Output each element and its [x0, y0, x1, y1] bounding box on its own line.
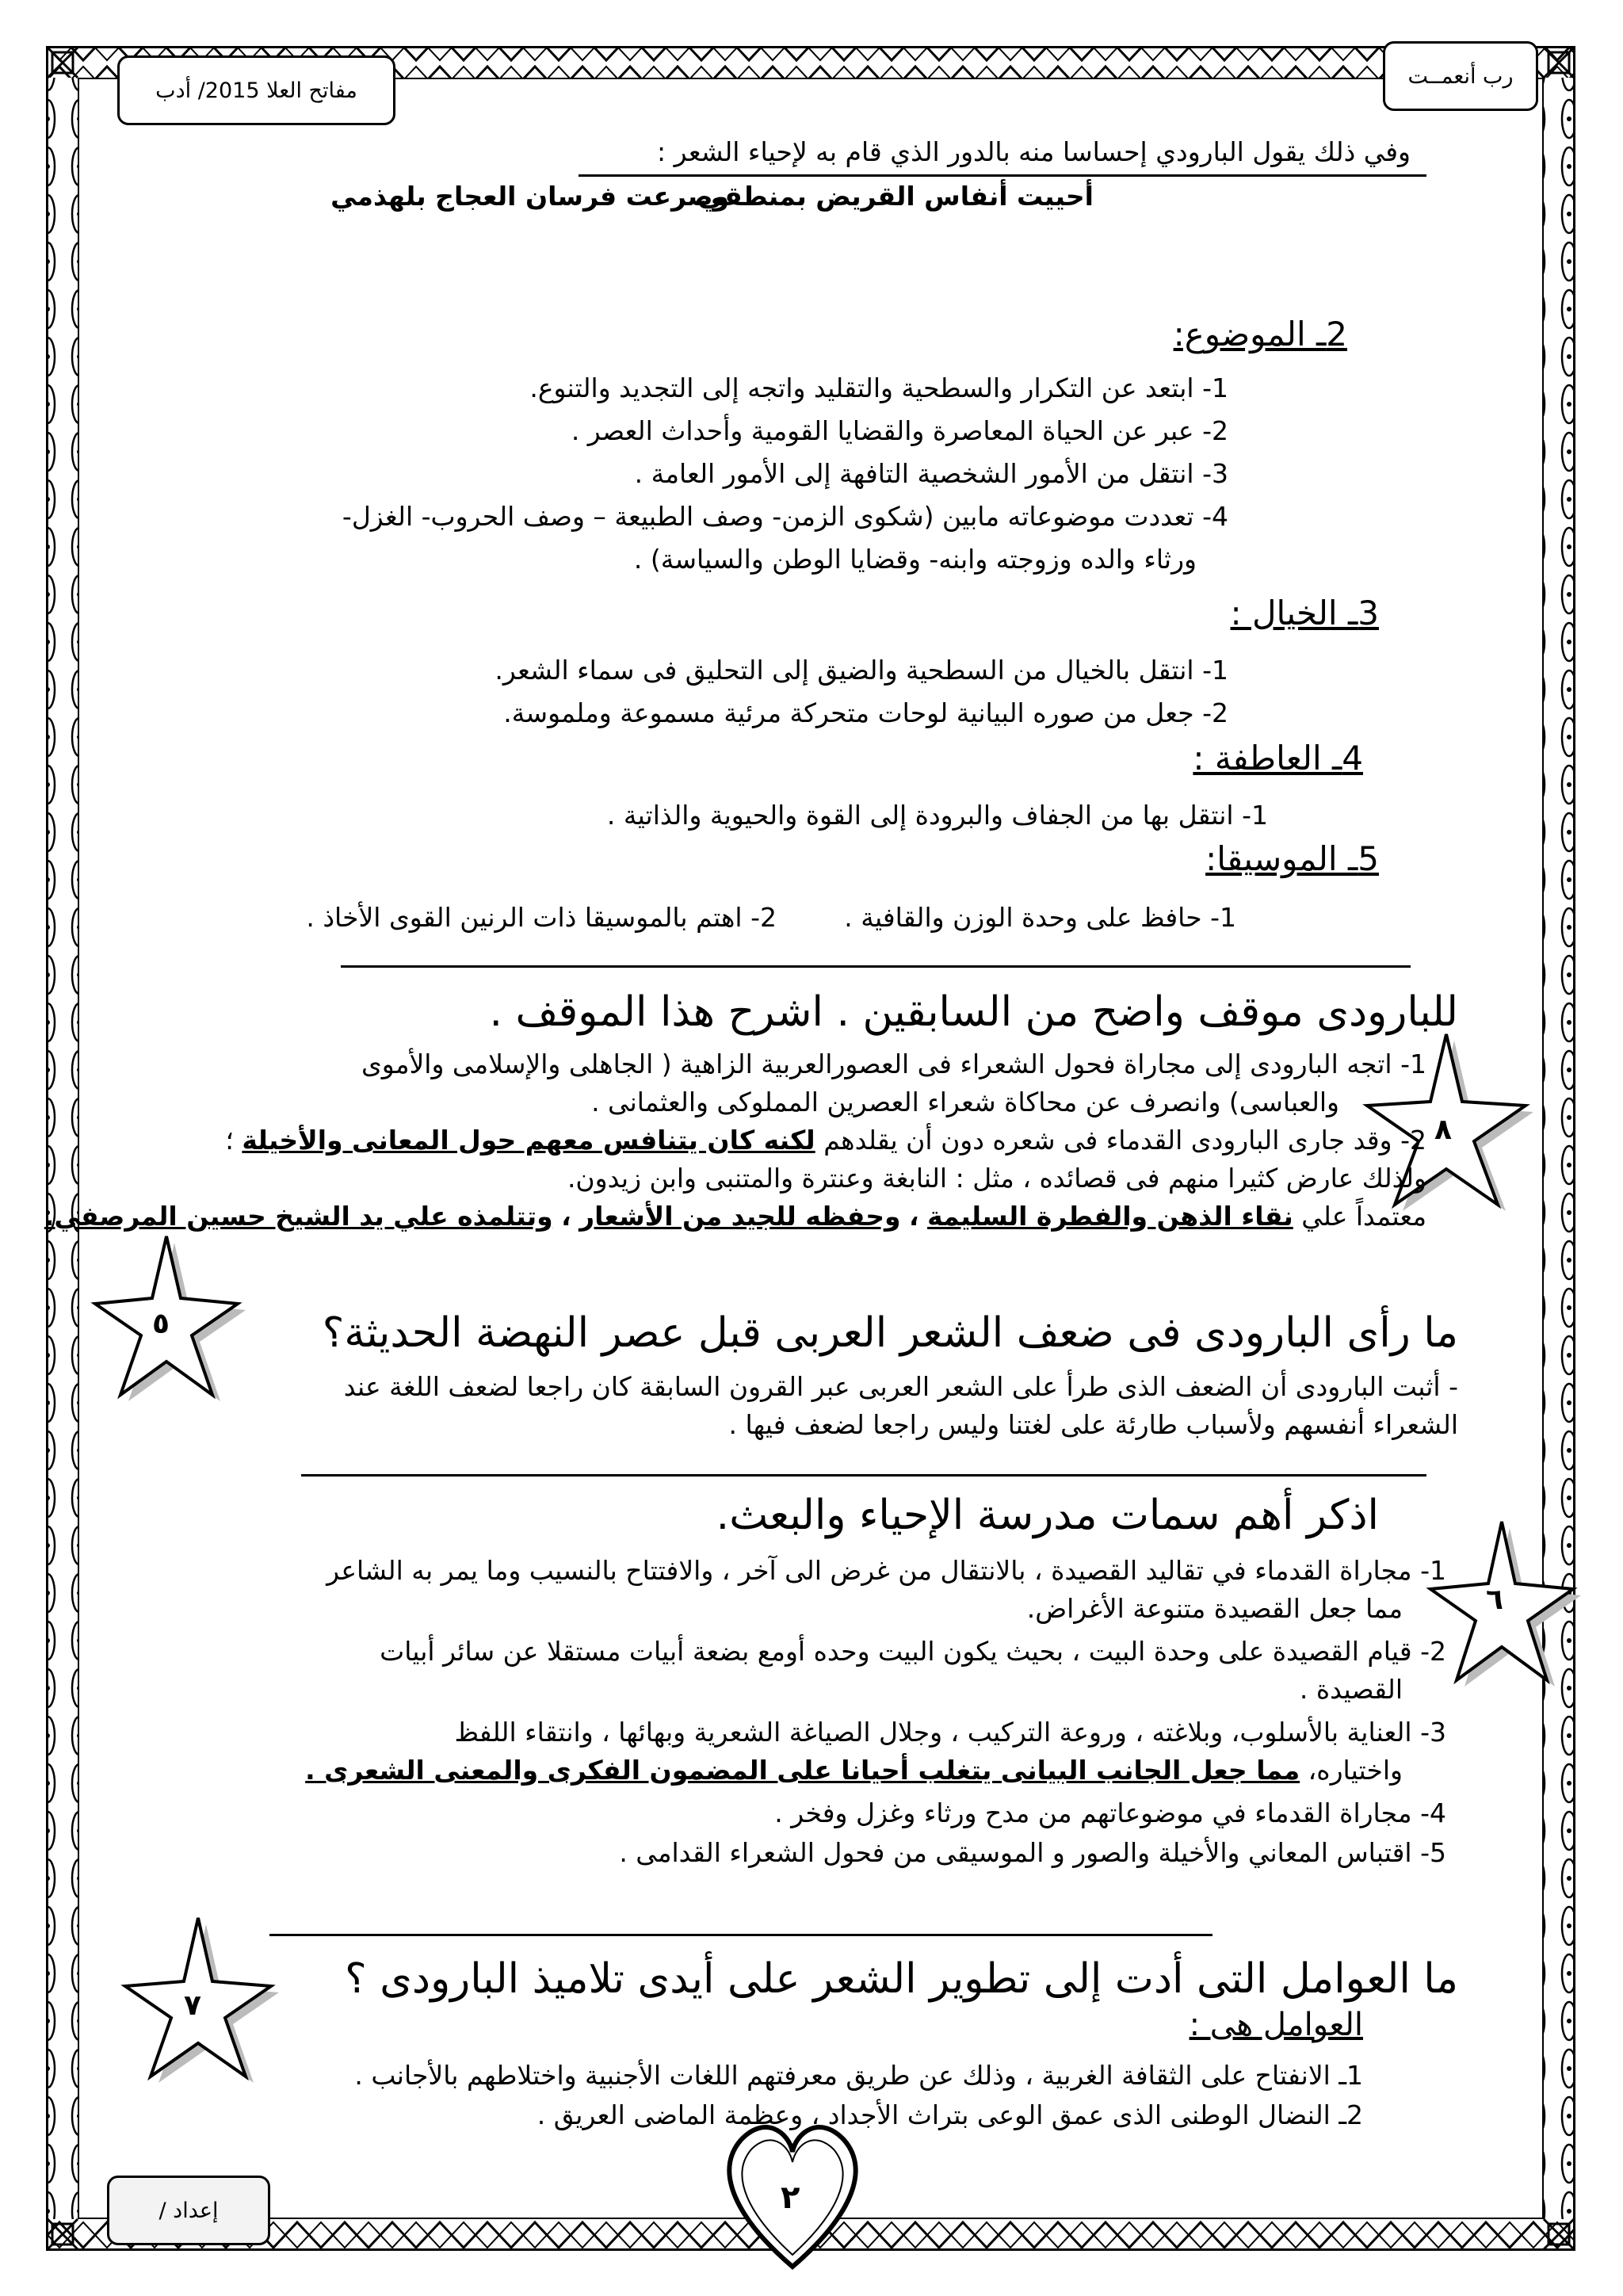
- q1-answer-3-point-1: نقاء الذهن والفطرة السليمة: [927, 1201, 1293, 1232]
- q3-item-1-line-2: مما جعل القصيدة متنوعة الأغراض.: [1026, 1593, 1403, 1624]
- q1-answer-2-line-2: ولذلك عارض كثيرا منهم فى قصائده ، مثل : النابغة وعنترة والمتنبى وابن زيدون.: [567, 1163, 1426, 1194]
- music-item-2: 2- اهتم بالموسيقا ذات الرنين القوى الأخاذ .: [306, 902, 777, 933]
- q4-item-1: 1ـ الانفتاح على الثقافة الغربية ، وذلك عن طريق معرفتهم اللغات الأجنبية واختلاطهم بالأجانب .: [354, 2060, 1363, 2091]
- q3-question: اذكر أهم سمات مدرسة الإحياء والبعث.: [716, 1492, 1379, 1539]
- q1-answer-3-point-2: وحفظه للجيد من الأشعار: [579, 1201, 901, 1232]
- topic-item-1: 1- ابتعد عن التكرار والسطحية والتقليد واتجه إلى التجديد والتنوع.: [529, 372, 1228, 403]
- q2-answer-line-2: الشعراء أنفسهم ولأسباب طارئة على لغتنا وليس راجعا لضعف فيها .: [728, 1409, 1458, 1440]
- topic-item-4: 4- تعددت موضوعاته مابين (شكوى الزمن- وصف الطبيعة – وصف الحروب- الغزل-: [342, 501, 1228, 532]
- topic-item-2: 2- عبر عن الحياة المعاصرة والقضايا القومية وأحداث العصر .: [571, 415, 1228, 446]
- q1-answer-1-line-2: والعباسى) وانصرف عن محاكاة شعراء العصرين المملوكى والعثمانى .: [591, 1087, 1339, 1117]
- music-heading: 5ـ الموسيقا:: [1205, 839, 1379, 878]
- imagination-item-2: 2- جعل من صوره البيانية لوحات متحركة مرئية مسموعة وملموسة.: [503, 697, 1228, 728]
- imagination-item-1: 1- انتقل بالخيال من السطحية والضيق إلى التحليق فى سماء الشعر.: [495, 655, 1228, 686]
- q3-item-1-line-1: 1- مجاراة القدماء في تقاليد القصيدة ، بالانتقال من غرض الى آخر ، والافتتاح بالنسيب وما يمر به الشاعر: [327, 1555, 1446, 1586]
- footer-page-number: ٢: [781, 2179, 800, 2216]
- topic-item-4-cont: ورثاء والده وزوجته وابنه- وقضايا الوطن والسياسة) .: [633, 544, 1197, 575]
- q1-answer-1-line-1: 1- اتجه البارودى إلى مجاراة فحول الشعراء فى العصورالعربية الزاهية ( الجاهلى والإسلامى والأموى: [361, 1049, 1426, 1079]
- music-item-1: 1- حافظ على وحدة الوزن والقافية .: [844, 902, 1236, 933]
- topic-heading: 2ـ الموضوع:: [1173, 315, 1347, 353]
- star-number-q4: ٧: [184, 1989, 201, 2022]
- q4-question: ما العوامل التى أدت إلى تطوير الشعر على أيدى تلاميذ البارودى ؟: [345, 1955, 1458, 2003]
- q3-item-4: 4- مجاراة القدماء في موضوعاتهم من مدح ورثاء وغزل وفخر .: [774, 1797, 1446, 1828]
- q1-question: للبارودى موقف واضح من السابقين . اشرح هذا الموقف .: [489, 988, 1458, 1036]
- q4-item-2: 2ـ النضال الوطنى الذى عمق الوعى بتراث الأجداد ، وعظمة الماضى العريق .: [537, 2099, 1363, 2130]
- intro-line: وفي ذلك يقول البارودي إحساسا منه بالدور الذي قام به لإحياء الشعر :: [657, 136, 1411, 167]
- verse-second-half: وصرعت فرسان العجاج بلهذمي: [330, 181, 729, 212]
- star-number-q2: ٥: [152, 1308, 170, 1340]
- q1-answer-2-punct: ؛: [225, 1125, 234, 1156]
- header-title-right: رب أنعمــت: [1407, 63, 1514, 89]
- emotion-item-1: 1- انتقل بها من الجفاف والبرودة إلى القوة والحيوية والذاتية .: [606, 800, 1268, 831]
- q1-answer-2-text: 2- وقد جارى البارودى القدماء فى شعره دون أن يقلدهم: [823, 1125, 1426, 1156]
- verse-first-half: أحييت أنفاس القريض بمنطقي: [697, 181, 1094, 212]
- q3-item-3-line-1: 3- العناية بالأسلوب، وبلاغته ، وروعة التركيب ، وجلال الصياغة الشعرية وبهائها ، وانتقاء اللفظ: [454, 1717, 1446, 1748]
- q3-item-2-line-2: القصيدة .: [1299, 1674, 1403, 1705]
- q3-item-3-emphasis: مما جعل الجانب البيانى يتغلب أحيانا على المضمون الفكرى والمعنى الشعرى .: [305, 1755, 1300, 1786]
- q1-answer-3-point-3: وتتلمذه علي يد الشيخ حسين المرصفي.: [44, 1201, 553, 1232]
- q1-answer-3-sep-2: ،: [561, 1201, 571, 1232]
- q3-item-2-line-1: 2- قيام القصيدة على وحدة البيت ، بحيث يكون البيت وحده أومع بضعة أبيات مستقلا عن سائر أبيات: [380, 1636, 1446, 1667]
- q3-item-5: 5- اقتباس المعاني والأخيلة والصور و الموسيقى من فحول الشعراء القدامى .: [619, 1837, 1446, 1868]
- q3-item-3-lead: واختياره،: [1308, 1755, 1403, 1786]
- star-number-q1: ٨: [1434, 1114, 1452, 1146]
- header-title-left: مفاتح العلا 2015/ أدب: [155, 78, 357, 103]
- q1-answer-3-lead: معتمداً علي: [1301, 1201, 1426, 1232]
- imagination-heading: 3ـ الخيال :: [1230, 594, 1379, 632]
- q4-subheading: العوامل هى :: [1189, 2007, 1363, 2043]
- star-number-q3: ٦: [1486, 1584, 1503, 1616]
- footer-prepared-by: إعداد /: [158, 2198, 219, 2223]
- q2-answer-line-1: - أثبت البارودى أن الضعف الذى طرأ على الشعر العربى عبر القرون السابقة كان راجعا لضعف اللغة عند: [343, 1371, 1458, 1402]
- emotion-heading: 4ـ العاطفة :: [1193, 739, 1363, 777]
- q1-answer-3-sep-1: ،: [909, 1201, 919, 1232]
- q2-question: ما رأى البارودى فى ضعف الشعر العربى قبل عصر النهضة الحديثة؟: [322, 1309, 1458, 1357]
- q1-answer-2-emphasis: لكنه كان يتنافس معهم حول المعانى والأخيلة: [242, 1125, 815, 1156]
- topic-item-3: 3- انتقل من الأمور الشخصية التافهة إلى الأمور العامة .: [634, 458, 1228, 489]
